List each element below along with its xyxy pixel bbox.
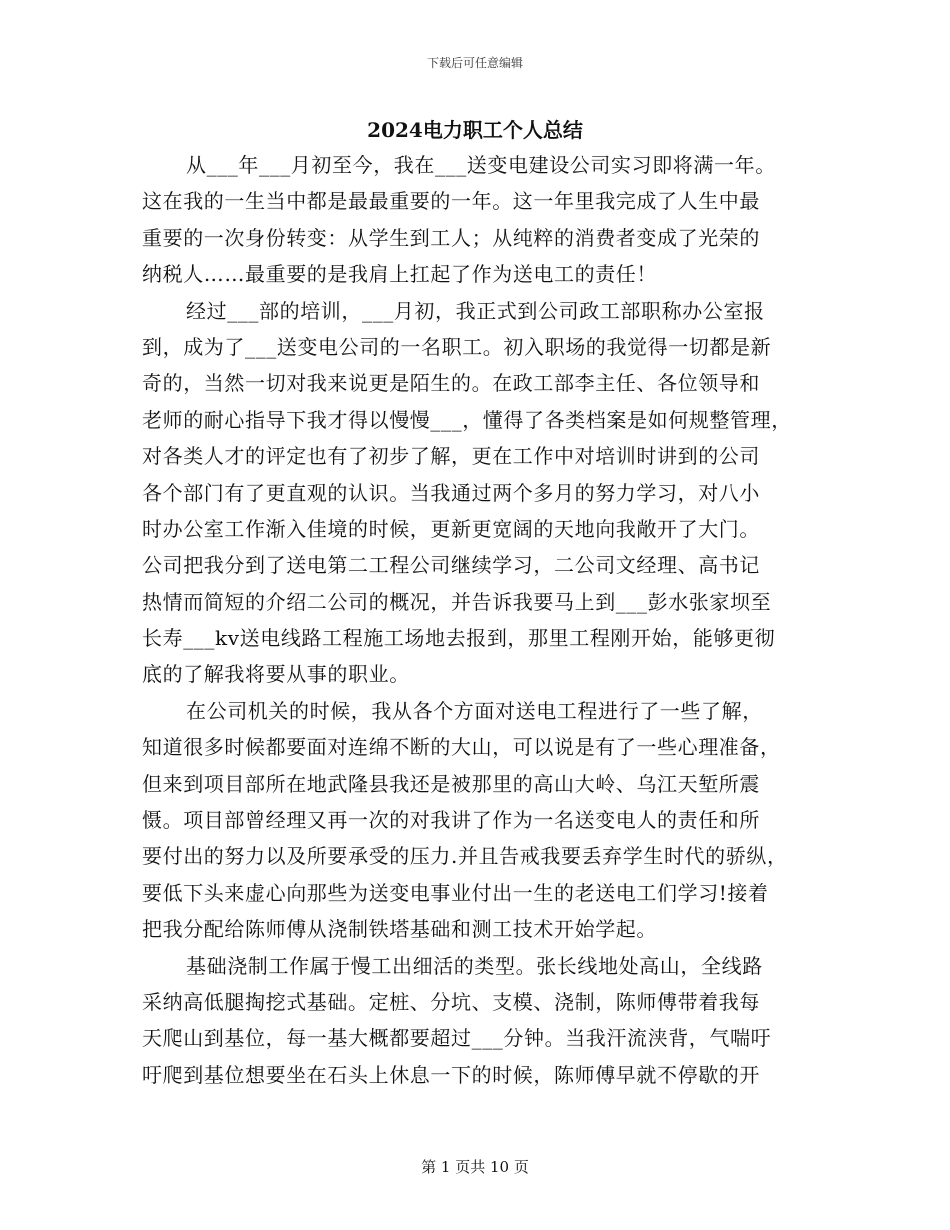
text-line: 天爬山到基位，每一基大概都要超过___分钟。当我汗流浃背，气喘吁 bbox=[142, 1026, 772, 1051]
text-line: 热情而简短的介绍二公司的概况，并告诉我要马上到___彭水张家坝至 bbox=[142, 589, 772, 614]
text-line: 把我分配给陈师傅从浇制铁塔基础和测工技术开始学起。 bbox=[142, 917, 657, 942]
text-line: 重要的一次身份转变：从学生到工人；从纯粹的消费者变成了光荣的 bbox=[142, 225, 760, 250]
paragraph bbox=[142, 293, 814, 693]
text-line: 长寿___kv送电线路工程施工场地去报到，那里工程刚开始，能够更彻 bbox=[142, 626, 776, 651]
text-line: 要低下头来虚心向那些为送变电事业付出一生的老送电工们学习!接着 bbox=[142, 880, 769, 905]
text-line: 对各类人才的评定也有了初步了解，更在工作中对培训时讲到的公司 bbox=[142, 444, 760, 469]
text-line: 这在我的一生当中都是最最重要的一年。这一年里我完成了人生中最 bbox=[142, 189, 760, 214]
text-line: 到，成为了___送变电公司的一名职工。初入职场的我觉得一切都是新 bbox=[142, 334, 772, 359]
text-line: 要付出的努力以及所要承受的压力.并且告戒我要丢弃学生时代的骄纵， bbox=[142, 844, 788, 869]
text-line: 采纳高低腿掏挖式基础。定桩、分坑、支模、浇制，陈师傅带着我每 bbox=[142, 989, 760, 1014]
text-line: 老师的耐心指导下我才得以慢慢___，懂得了各类档案是如何规整管理， bbox=[142, 407, 792, 432]
text-line: 从___年___月初至今，我在___送变电建设公司实习即将满一年。 bbox=[186, 153, 776, 177]
paragraph bbox=[142, 948, 814, 1094]
document-title: 2024电力职工个人总结 bbox=[367, 118, 583, 142]
text-line: 经过___部的培训，___月初，我正式到公司政工部职称办公室报 bbox=[186, 298, 765, 323]
text-line: 在公司机关的时候，我从各个方面对送电工程进行了一些了解， bbox=[186, 698, 763, 723]
header-note: 下载后可任意编辑 bbox=[426, 56, 523, 70]
document-body bbox=[142, 147, 814, 1093]
paragraph bbox=[142, 147, 814, 293]
text-line: 知道很多时候都要面对连绵不断的大山，可以说是有了一些心理准备， bbox=[142, 735, 781, 760]
text-line: 基础浇制工作属于慢工出细活的类型。张长线地处高山，全线路 bbox=[186, 953, 763, 978]
text-line: 底的了解我将要从事的职业。 bbox=[142, 662, 410, 687]
text-line: 吁爬到基位想要坐在石头上休息一下的时候，陈师傅早就不停歇的开 bbox=[142, 1062, 760, 1087]
text-line: 纳税人……最重要的是我肩上扛起了作为送电工的责任！ bbox=[142, 262, 657, 287]
page-footer: 第 1 页共 10 页 bbox=[421, 1158, 529, 1176]
paragraph bbox=[142, 693, 814, 948]
text-line: 公司把我分到了送电第二工程公司继续学习，二公司文经理、高书记 bbox=[142, 553, 760, 578]
text-line: 时办公室工作渐入佳境的时候，更新更宽阔的天地向我敞开了大门。 bbox=[142, 516, 760, 541]
text-line: 但来到项目部所在地武隆县我还是被那里的高山大岭、乌江天堑所震 bbox=[142, 771, 760, 796]
text-line: 慑。项目部曾经理又再一次的对我讲了作为一名送变电人的责任和所 bbox=[142, 808, 760, 833]
text-line: 奇的，当然一切对我来说更是陌生的。在政工部李主任、各位领导和 bbox=[142, 371, 760, 396]
text-line: 各个部门有了更直观的认识。当我通过两个多月的努力学习，对八小 bbox=[142, 480, 760, 505]
